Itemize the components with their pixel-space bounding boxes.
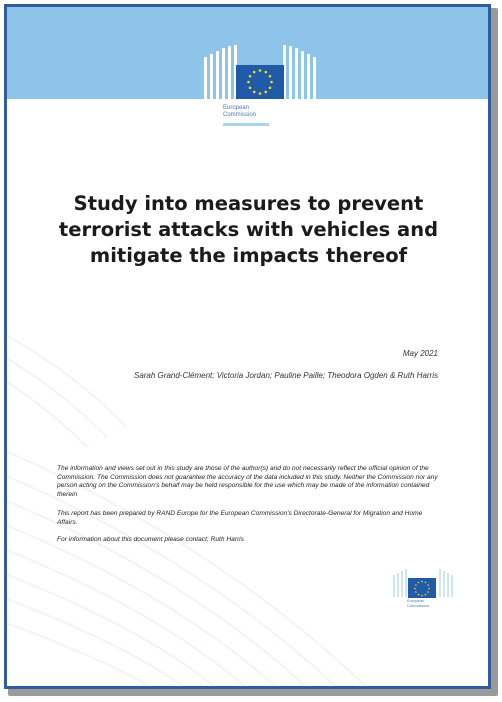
logo-top-caption — [223, 105, 256, 119]
logo-bottom-line1: European — [407, 598, 425, 603]
report-cover — [4, 4, 491, 689]
prepared-by-text: This report has been prepared by RAND Europe for the European Commission’s Directorate-General for Migration and Home Affairs. — [57, 510, 423, 526]
logo-bottom-caption — [407, 599, 429, 608]
disclaimer-text: The information and views set out in this study are those of the author(s) and do not necessarily reflect the official opinion of the Commission. The Commission does not guarantee the accuracy of the data included in this study. Neither the Commission nor any person acting on the Commission’s behalf may be held responsible for the use which may be made of the information contained therein — [57, 465, 438, 498]
logo-top-line1: European — [223, 105, 250, 111]
logo-top-line2: Commission — [223, 112, 257, 118]
report-title: Study into measures to prevent terrorist attacks with vehicles and mitigate the impacts thereof — [58, 192, 439, 267]
european-commission-logo-top — [198, 43, 322, 125]
logo-bottom-line2: Commission — [407, 602, 430, 608]
contact-text: For information about this document please contact: Ruth Harris — [57, 536, 244, 543]
publication-date: May 2021 — [402, 349, 438, 358]
author-list: Sarah Grand-Clément; Victoria Jordan; Pauline Paille; Theodora Ogden & Ruth Harris — [133, 371, 438, 380]
logo-underline — [223, 123, 269, 126]
